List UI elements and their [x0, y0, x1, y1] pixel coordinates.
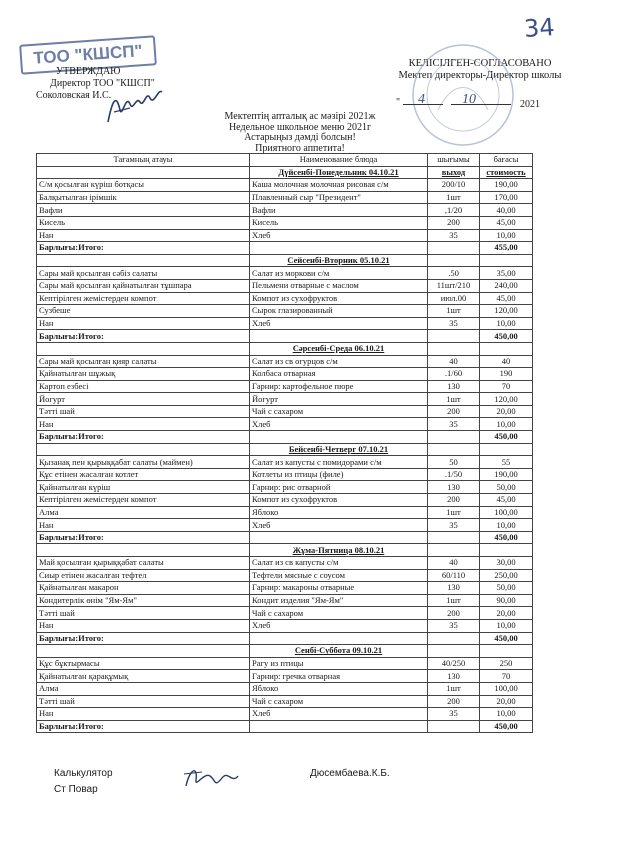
dish-name-ru: Салат из капусты с помидорами с/м — [250, 456, 428, 469]
dish-output: 130 — [428, 380, 480, 393]
dish-price: 170,00 — [480, 191, 533, 204]
menu-item-row — [37, 393, 533, 406]
menu-item-row — [37, 191, 533, 204]
empty-cell — [480, 443, 533, 456]
day-header-row — [37, 544, 533, 557]
dish-name-kz: Тәтті шай — [37, 695, 250, 708]
menu-item-row — [37, 279, 533, 292]
total-value: 450,00 — [480, 531, 533, 544]
dish-name-ru: Каша молочная молочная рисовая с/м — [250, 179, 428, 192]
dish-name-kz: Картоп езбесі — [37, 380, 250, 393]
dish-price: 20,00 — [480, 405, 533, 418]
dish-output: 1шт — [428, 191, 480, 204]
dish-name-ru: Салат из моркови с/м — [250, 267, 428, 280]
dish-name-ru: Хлеб — [250, 229, 428, 242]
day-title: Сенбі-Суббота 09.10.21 — [250, 645, 428, 658]
dish-name-kz: Тәтті шай — [37, 607, 250, 620]
dish-output: 35 — [428, 519, 480, 532]
dish-price: 240,00 — [480, 279, 533, 292]
empty-cell — [480, 645, 533, 658]
dish-price: 250,00 — [480, 569, 533, 582]
dish-output: 200 — [428, 494, 480, 507]
dish-name-kz: Нан — [37, 519, 250, 532]
empty-cell — [37, 443, 250, 456]
dish-name-kz: Нан — [37, 229, 250, 242]
menu-item-row — [37, 204, 533, 217]
total-label: Барлығы:Итого: — [37, 720, 250, 733]
menu-item-row — [37, 456, 533, 469]
title-ru: Недельное школьное меню 2021г — [228, 121, 372, 133]
total-label: Барлығы:Итого: — [37, 632, 250, 645]
dish-output: 200/10 — [428, 179, 480, 192]
empty-cell — [428, 242, 480, 255]
dish-output: 40 — [428, 557, 480, 570]
dish-name-kz: Кондитерлік өнім "Ям-Ям" — [37, 594, 250, 607]
column-header-price: бағасы — [480, 154, 533, 167]
total-label: Барлығы:Итого: — [37, 242, 250, 255]
menu-item-row — [37, 657, 533, 670]
total-value: 450,00 — [480, 431, 533, 444]
menu-item-row — [37, 569, 533, 582]
menu-item-row — [37, 405, 533, 418]
empty-cell — [37, 342, 250, 355]
dish-price: 45,00 — [480, 216, 533, 229]
dish-price: 10,00 — [480, 229, 533, 242]
day-title: Жұма-Пятница 08.10.21 — [250, 544, 428, 557]
dish-output: 200 — [428, 405, 480, 418]
dish-output: .50 — [428, 267, 480, 280]
dish-price: 90,00 — [480, 594, 533, 607]
dish-price: 50,00 — [480, 481, 533, 494]
dish-price: 190 — [480, 368, 533, 381]
dish-name-ru: Сырок глазированный — [250, 305, 428, 318]
date-day: 4 — [418, 92, 425, 107]
menu-item-row — [37, 292, 533, 305]
menu-item-row — [37, 418, 533, 431]
menu-item-row — [37, 494, 533, 507]
dish-name-ru: Хлеб — [250, 317, 428, 330]
day-header-row — [37, 254, 533, 267]
empty-cell — [428, 720, 480, 733]
title-kz: Мектептің апталық ас мәзірі 2021ж — [224, 111, 376, 122]
page-number: 34 — [523, 12, 556, 44]
dish-name-ru: Чай с сахаром — [250, 695, 428, 708]
dish-name-ru: Тефтели мясные с соусом — [250, 569, 428, 582]
dish-name-kz: Май қосылған қырыққабат салаты — [37, 557, 250, 570]
dish-name-kz: Нан — [37, 708, 250, 721]
menu-item-row — [37, 594, 533, 607]
column-header-price-ru: стоимость — [480, 166, 533, 179]
day-title: Дүйсенбі-Понедельник 04.10.21 — [250, 166, 428, 179]
dish-name-kz: Қайнатылған шұжық — [37, 368, 250, 381]
dish-name-kz: Сары май қосылған қайнатылған тұшпара — [37, 279, 250, 292]
dish-name-kz: Қызанақ пен қырыққабат салаты (маймен) — [37, 456, 250, 469]
dish-name-kz: Сары май қосылған сәбіз салаты — [37, 267, 250, 280]
dish-name-kz: Кисель — [37, 216, 250, 229]
dish-name-kz: Нан — [37, 418, 250, 431]
dish-output: 200 — [428, 216, 480, 229]
day-total-row — [37, 720, 533, 733]
dish-output: 35 — [428, 418, 480, 431]
dish-name-ru: Салат из св капусты с/м — [250, 557, 428, 570]
dish-output: 35 — [428, 229, 480, 242]
empty-cell — [428, 342, 480, 355]
total-value: 450,00 — [480, 330, 533, 343]
dish-name-kz: Балқытылған ірімшік — [37, 191, 250, 204]
empty-cell — [250, 531, 428, 544]
dish-name-kz: Қайнатылған күріш — [37, 481, 250, 494]
total-value: 450,00 — [480, 632, 533, 645]
footer-cook: Ст Повар — [54, 784, 98, 795]
dish-price: 55 — [480, 456, 533, 469]
empty-cell — [480, 254, 533, 267]
dish-output: 40 — [428, 355, 480, 368]
dish-name-kz: С/м қосылған күріш ботқасы — [37, 179, 250, 192]
dish-price: 10,00 — [480, 519, 533, 532]
menu-item-row — [37, 582, 533, 595]
column-header-kz-name: Тағамның атауы — [37, 154, 250, 167]
menu-item-row — [37, 305, 533, 318]
empty-cell — [37, 254, 250, 267]
day-total-row — [37, 431, 533, 444]
dish-price: 30,00 — [480, 557, 533, 570]
dish-price: 40 — [480, 355, 533, 368]
dish-price: 250 — [480, 657, 533, 670]
empty-cell — [428, 330, 480, 343]
dish-output: .1/60 — [428, 368, 480, 381]
menu-item-row — [37, 557, 533, 570]
empty-cell — [428, 254, 480, 267]
dish-name-kz: Қайнатылған қарақұмық — [37, 670, 250, 683]
dish-name-kz: Құс бұктырмасы — [37, 657, 250, 670]
dish-name-ru: Котлеты из птицы (филе) — [250, 468, 428, 481]
dish-name-ru: Гарнир: макароны отварные — [250, 582, 428, 595]
menu-item-row — [37, 216, 533, 229]
total-value: 450,00 — [480, 720, 533, 733]
dish-name-kz: Алма — [37, 682, 250, 695]
menu-item-row — [37, 708, 533, 721]
dish-name-kz: Тәтті шай — [37, 405, 250, 418]
empty-cell — [250, 242, 428, 255]
empty-cell — [428, 531, 480, 544]
dish-output: 50 — [428, 456, 480, 469]
menu-item-row — [37, 682, 533, 695]
menu-item-row — [37, 519, 533, 532]
dish-price: 40,00 — [480, 204, 533, 217]
empty-cell — [250, 431, 428, 444]
dish-output: 200 — [428, 695, 480, 708]
dish-price: 70 — [480, 670, 533, 683]
empty-cell — [480, 342, 533, 355]
dish-name-kz: Сузбеше — [37, 305, 250, 318]
empty-cell — [37, 544, 250, 557]
dish-name-kz: Нан — [37, 619, 250, 632]
total-label: Барлығы:Итого: — [37, 431, 250, 444]
total-label: Барлығы:Итого: — [37, 531, 250, 544]
dish-name-kz: Сары май қосылған қияр салаты — [37, 355, 250, 368]
dish-price: 190,00 — [480, 179, 533, 192]
dish-name-ru: Кондит изделия "Ям-Ям" — [250, 594, 428, 607]
empty-cell — [250, 632, 428, 645]
dish-name-ru: Компот из сухофруктов — [250, 494, 428, 507]
dish-price: 45,00 — [480, 494, 533, 507]
dish-output: июл.00 — [428, 292, 480, 305]
menu-item-row — [37, 380, 533, 393]
dish-name-ru: Кисель — [250, 216, 428, 229]
day-title: Сейсенбі-Вторник 05.10.21 — [250, 254, 428, 267]
column-header-output: шығымы — [428, 154, 480, 167]
agreed-position: Мектеп директоры-Директор школы — [398, 70, 562, 81]
day-header-row — [37, 443, 533, 456]
empty-cell — [37, 645, 250, 658]
dish-price: 20,00 — [480, 695, 533, 708]
dish-name-ru: Колбаса отварная — [250, 368, 428, 381]
dish-price: 100,00 — [480, 506, 533, 519]
greeting-ru: Приятного аппетита! — [255, 142, 345, 154]
dish-output: 1шт — [428, 506, 480, 519]
menu-title — [150, 112, 450, 154]
dish-name-kz: Сиыр етінен жасалған тефтел — [37, 569, 250, 582]
menu-item-row — [37, 368, 533, 381]
dish-name-kz: Вафли — [37, 204, 250, 217]
day-title: Бейсенбі-Четверг 07.10.21 — [250, 443, 428, 456]
dish-output: 60/110 — [428, 569, 480, 582]
dish-price: 120,00 — [480, 305, 533, 318]
dish-name-kz: Йогурт — [37, 393, 250, 406]
dish-price: 10,00 — [480, 317, 533, 330]
menu-item-row — [37, 468, 533, 481]
date-year: 2021 — [520, 99, 540, 110]
dish-name-ru: Яблоко — [250, 506, 428, 519]
dish-output: ,1/20 — [428, 204, 480, 217]
empty-cell — [428, 544, 480, 557]
menu-item-row — [37, 229, 533, 242]
dish-name-kz: Нан — [37, 317, 250, 330]
menu-item-row — [37, 695, 533, 708]
date-quote: " — [396, 97, 401, 108]
menu-item-row — [37, 267, 533, 280]
agreed-label: КЕЛІСІЛГЕН-СОГЛАСОВАНО — [408, 58, 552, 69]
menu-item-row — [37, 355, 533, 368]
menu-table — [36, 153, 533, 733]
dish-output: 130 — [428, 481, 480, 494]
dish-name-ru: Чай с сахаром — [250, 607, 428, 620]
dish-output: 130 — [428, 582, 480, 595]
menu-item-row — [37, 670, 533, 683]
approver-position: Директор ТОО "КШСП" — [50, 78, 155, 89]
dish-name-ru: Хлеб — [250, 418, 428, 431]
dish-output: .1/50 — [428, 468, 480, 481]
dish-price: 20,00 — [480, 607, 533, 620]
dish-name-kz: Алма — [37, 506, 250, 519]
dish-name-ru: Хлеб — [250, 708, 428, 721]
dish-output: 35 — [428, 708, 480, 721]
empty-cell — [37, 166, 250, 179]
dish-name-ru: Хлеб — [250, 519, 428, 532]
total-label: Барлығы:Итого: — [37, 330, 250, 343]
dish-price: 10,00 — [480, 418, 533, 431]
greeting-kz: Астарыңыз дәмді болсын! — [244, 132, 356, 143]
dish-price: 10,00 — [480, 708, 533, 721]
dish-price: 70 — [480, 380, 533, 393]
dish-output: 35 — [428, 317, 480, 330]
dish-name-ru: Йогурт — [250, 393, 428, 406]
menu-item-row — [37, 179, 533, 192]
dish-output: 1шт — [428, 305, 480, 318]
dish-price: 50,00 — [480, 582, 533, 595]
menu-item-row — [37, 506, 533, 519]
dish-price: 100,00 — [480, 682, 533, 695]
column-header-ru-name: Наименование блюда — [250, 154, 428, 167]
company-stamp: ТОО "КШСП" — [19, 35, 157, 74]
day-header-row — [37, 645, 533, 658]
dish-name-ru: Салат из св огурцов с/м — [250, 355, 428, 368]
day-header-row — [37, 166, 533, 179]
approver-name: Соколовская И.С. — [36, 90, 112, 101]
total-value: 455,00 — [480, 242, 533, 255]
dish-price: 190,00 — [480, 468, 533, 481]
empty-cell — [428, 443, 480, 456]
dish-name-kz: Кептірілген жемістерден компот — [37, 292, 250, 305]
agreement-date — [396, 92, 548, 110]
dish-name-ru: Хлеб — [250, 619, 428, 632]
cook-signature — [180, 762, 250, 792]
date-month: 10 — [462, 92, 476, 107]
dish-output: 35 — [428, 619, 480, 632]
dish-output: 1шт — [428, 393, 480, 406]
dish-name-kz: Қайнатылған макарон — [37, 582, 250, 595]
day-total-row — [37, 531, 533, 544]
empty-cell — [250, 720, 428, 733]
day-title: Сәрсенбі-Среда 06.10.21 — [250, 342, 428, 355]
dish-output: 40/250 — [428, 657, 480, 670]
approve-label: УТВЕРЖДАЮ — [56, 66, 121, 77]
menu-item-row — [37, 317, 533, 330]
dish-output: 130 — [428, 670, 480, 683]
dish-price: 45,00 — [480, 292, 533, 305]
dish-name-ru: Чай с сахаром — [250, 405, 428, 418]
dish-name-ru: Вафли — [250, 204, 428, 217]
dish-name-kz: Құс етінен жасалған котлет — [37, 468, 250, 481]
dish-price: 10,00 — [480, 619, 533, 632]
dish-name-kz: Кептірілген жемістерден компот — [37, 494, 250, 507]
footer-signer: Дюсембаева.К.Б. — [310, 768, 390, 779]
empty-cell — [428, 632, 480, 645]
empty-cell — [428, 645, 480, 658]
dish-name-ru: Плавленный сыр "Президент" — [250, 191, 428, 204]
day-header-row — [37, 342, 533, 355]
day-total-row — [37, 632, 533, 645]
empty-cell — [480, 544, 533, 557]
dish-name-ru: Гарнир: рис отварной — [250, 481, 428, 494]
header-row — [37, 154, 533, 167]
dish-name-ru: Рагу из птицы — [250, 657, 428, 670]
dish-price: 35,00 — [480, 267, 533, 280]
dish-name-ru: Яблоко — [250, 682, 428, 695]
empty-cell — [428, 431, 480, 444]
dish-price: 120,00 — [480, 393, 533, 406]
dish-name-ru: Гарнир: картофельное пюре — [250, 380, 428, 393]
dish-output: 11шт/210 — [428, 279, 480, 292]
dish-name-ru: Компот из сухофруктов — [250, 292, 428, 305]
empty-cell — [250, 330, 428, 343]
dish-name-ru: Гарнир: гречка отварная — [250, 670, 428, 683]
dish-output: 1шт — [428, 682, 480, 695]
dish-output: 1шт — [428, 594, 480, 607]
day-total-row — [37, 330, 533, 343]
menu-item-row — [37, 619, 533, 632]
day-total-row — [37, 242, 533, 255]
dish-output: 200 — [428, 607, 480, 620]
dish-name-ru: Пельмени отварные с маслом — [250, 279, 428, 292]
column-header-output-ru: выход — [428, 166, 480, 179]
menu-item-row — [37, 607, 533, 620]
footer-calculator: Калькулятор — [54, 768, 113, 779]
menu-item-row — [37, 481, 533, 494]
